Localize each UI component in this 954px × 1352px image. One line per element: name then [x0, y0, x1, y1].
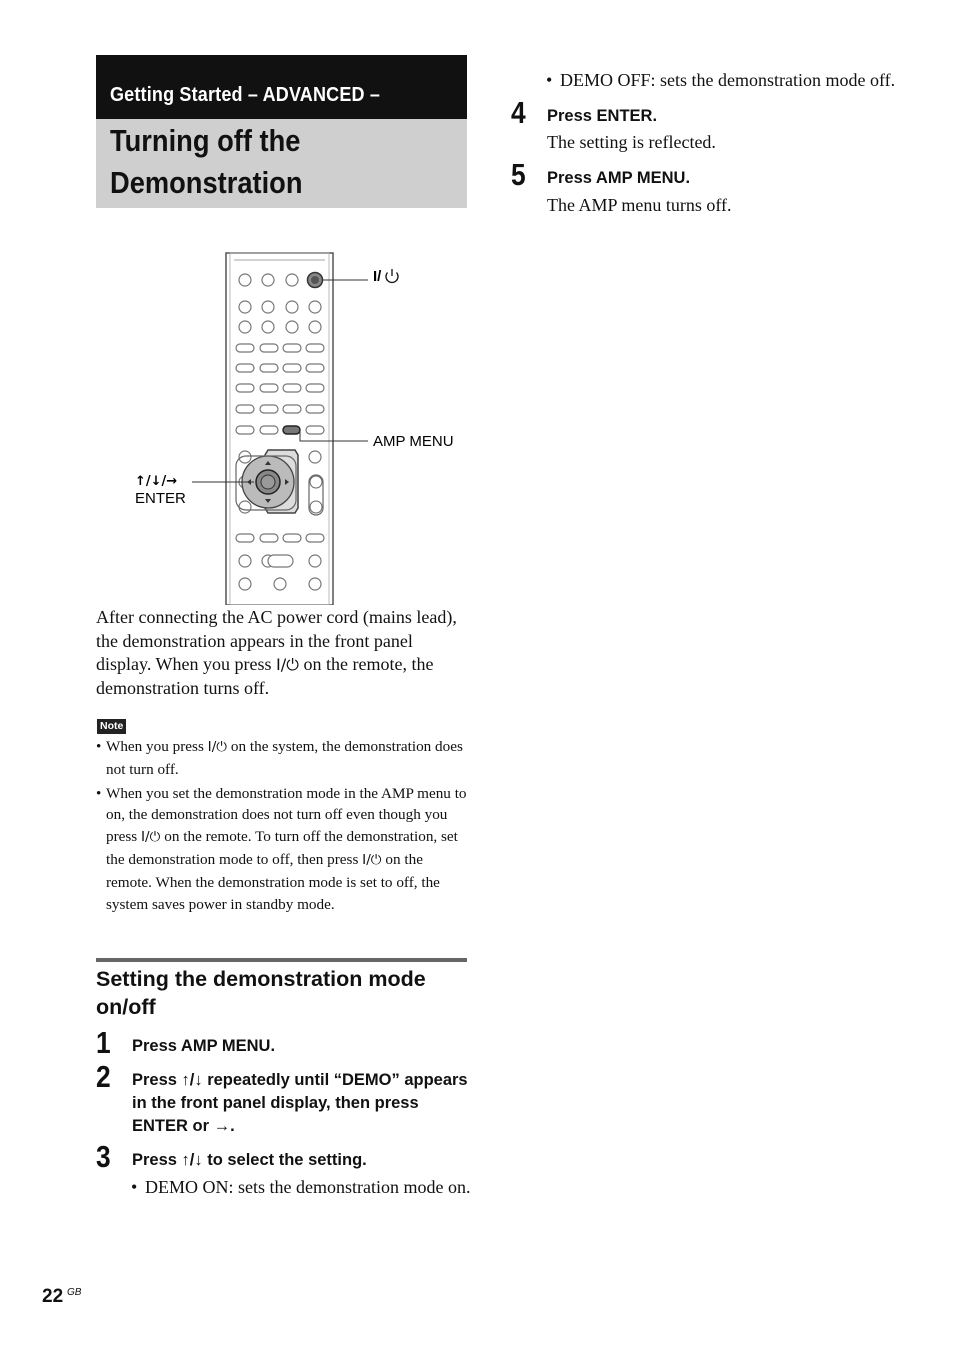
remote-button: [306, 384, 324, 392]
remote-button: [309, 578, 321, 590]
remote-button: [268, 555, 293, 567]
note-item: • When you set the demonstration mode in the AMP menu to on, the demonstration does not turn off even though you press I/⏻ on the remote. To turn off the demonstration, set the demonstration mode to off, then press I/⏻ on the remote. When the demonstration mode is set to off, the system saves power in standby mode.: [96, 783, 468, 916]
power-symbol-icon: I/⏻: [362, 851, 382, 868]
step-text: Press AMP MENU.: [547, 169, 691, 187]
power-symbol-icon: I/⏻: [275, 655, 300, 674]
remote-button: [239, 321, 251, 333]
remote-button: [260, 364, 278, 372]
remote-button: [306, 364, 324, 372]
remote-button: [236, 384, 254, 392]
remote-button: [286, 274, 298, 286]
page-locale-suffix: GB: [67, 1287, 82, 1298]
amp-menu-label: AMP MENU: [373, 433, 454, 450]
remote-button: [236, 364, 254, 372]
chapter-category: Getting Started – ADVANCED –: [110, 84, 381, 106]
arrows-label: ↑/↓/→: [135, 474, 178, 489]
note-item: • When you press I/⏻ on the system, the demonstration does not turn off.: [96, 736, 468, 781]
step-number: 2: [96, 1059, 111, 1094]
remote-button: [236, 344, 254, 352]
section-divider: [96, 958, 467, 962]
step-number: 5: [511, 157, 526, 192]
remote-button: [306, 426, 324, 434]
remote-button: [309, 555, 321, 567]
remote-button: [283, 405, 301, 413]
step-text: Press ↑/↓ to select the setting.: [132, 1151, 367, 1169]
step-bullet: • DEMO ON: sets the demonstration mode on.: [131, 1176, 481, 1200]
remote-button: [262, 321, 274, 333]
step-number: 3: [96, 1139, 111, 1174]
power-symbol-icon: I/⏻: [207, 739, 228, 755]
remote-button: [286, 301, 298, 313]
intro-paragraph: After connecting the AC power cord (mains lead), the demonstration appears in the front panel display. When you press I/⏻ on the remote, the demonstration turns off.: [96, 607, 457, 698]
remote-button: [260, 426, 278, 434]
step-bullet: • DEMO OFF: sets the demonstration mode off.: [546, 69, 900, 93]
remote-button: [309, 301, 321, 313]
note-list: [96, 736, 468, 917]
remote-button: [283, 384, 301, 392]
remote-button: [236, 426, 254, 434]
power-symbol-icon: I/⏻: [141, 829, 161, 846]
remote-button: [283, 534, 301, 542]
note-badge: Note: [97, 719, 126, 734]
amp-menu-button: [283, 426, 300, 434]
page-title: Turning off the Demonstration: [110, 123, 303, 200]
step-detail: The setting is reflected.: [547, 132, 716, 152]
step-number: 4: [511, 95, 526, 130]
remote-button: [236, 405, 254, 413]
remote-button: [306, 405, 324, 413]
power-label: I/: [373, 268, 382, 285]
step-detail: The AMP menu turns off.: [547, 195, 732, 215]
remote-button: [239, 274, 251, 286]
remote-button: [239, 578, 251, 590]
remote-button: [262, 301, 274, 313]
remote-button: [260, 384, 278, 392]
step-text: Press ENTER.: [547, 107, 658, 125]
remote-button: [306, 344, 324, 352]
remote-button: [309, 321, 321, 333]
remote-control-illustration: [130, 250, 470, 605]
remote-button: [286, 321, 298, 333]
step-text: Press AMP MENU.: [132, 1037, 276, 1055]
remote-button: [283, 364, 301, 372]
section-title: Setting the demonstration mode on/off: [96, 967, 426, 1019]
remote-button: [239, 555, 251, 567]
remote-button: [260, 405, 278, 413]
remote-button: [239, 501, 251, 513]
remote-button: [283, 344, 301, 352]
remote-button: [239, 301, 251, 313]
remote-button: [306, 534, 324, 542]
remote-button: [236, 534, 254, 542]
remote-button: [260, 534, 278, 542]
remote-button: [309, 451, 321, 463]
power-symbol-icon: [386, 269, 398, 282]
step-number: 1: [96, 1025, 111, 1060]
remote-button: [274, 578, 286, 590]
step-text: Press ↑/↓ repeatedly until “DEMO” appears in the front panel display, then press ENTER or →.: [132, 1071, 468, 1135]
remote-button: [262, 274, 274, 286]
enter-label: ENTER: [135, 490, 186, 507]
remote-button: [260, 344, 278, 352]
page-number: 22: [42, 1286, 64, 1307]
